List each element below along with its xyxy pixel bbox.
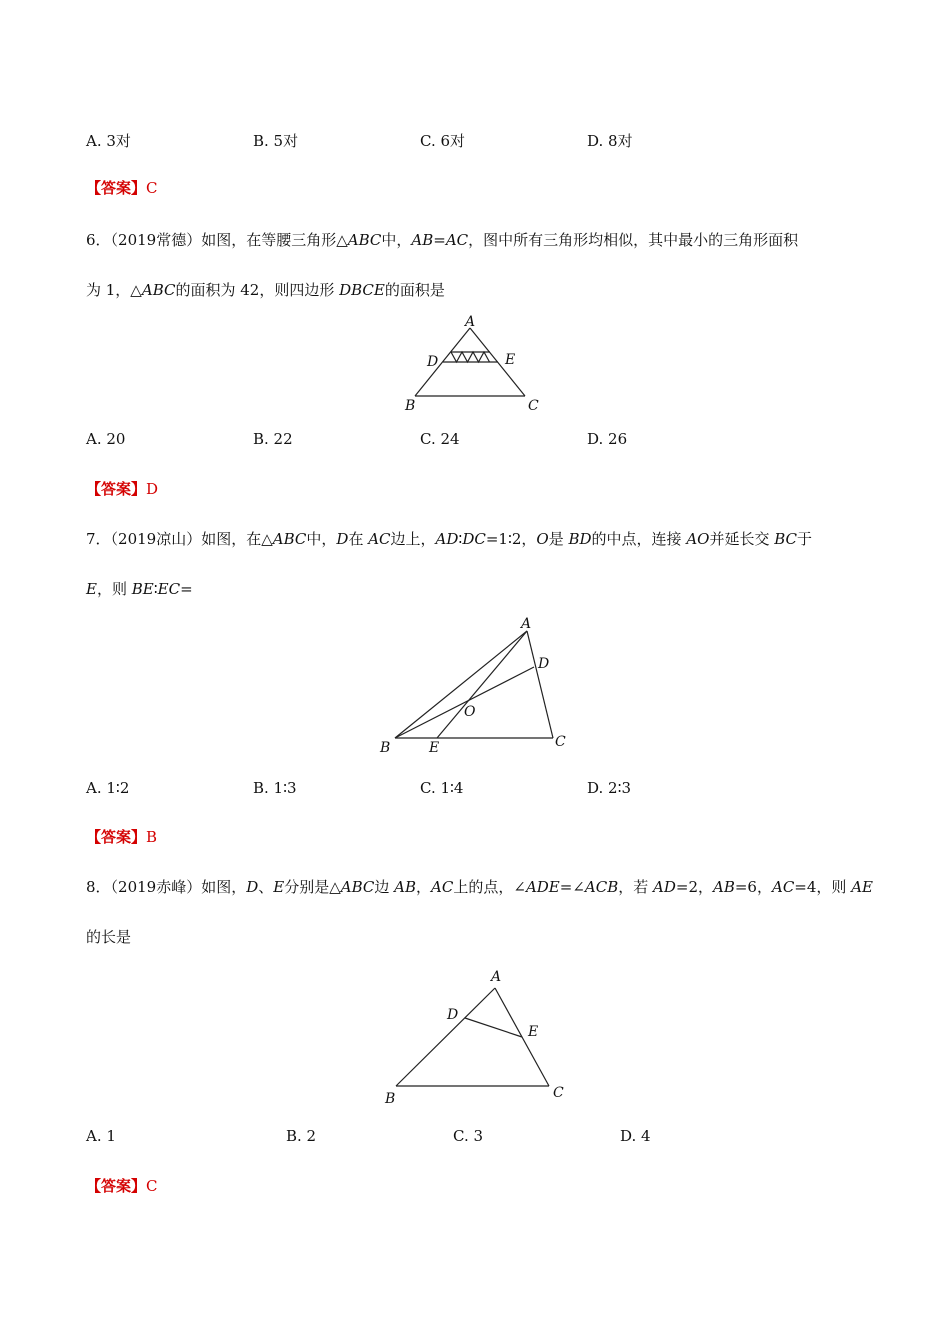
text: ，则 bbox=[96, 580, 132, 598]
q6-option-c: C. 24 bbox=[420, 430, 460, 448]
text: = bbox=[180, 580, 193, 598]
text: ，图中所有三角形均相似，其中最小的三角形面积 bbox=[468, 231, 799, 249]
var: BD bbox=[568, 530, 592, 548]
var: DBCE bbox=[339, 281, 385, 299]
text: 分别是△ bbox=[284, 878, 341, 896]
var: DC bbox=[462, 530, 486, 548]
var: ABC bbox=[340, 878, 375, 896]
var: AB bbox=[394, 878, 417, 896]
text: ， bbox=[416, 878, 432, 896]
var: AB bbox=[411, 231, 434, 249]
label-b: B bbox=[385, 1091, 396, 1107]
q8-figure bbox=[378, 965, 578, 1110]
var: AC bbox=[771, 878, 795, 896]
q7-stem-line2 bbox=[86, 579, 193, 599]
var: EC bbox=[157, 580, 181, 598]
text: ，若 bbox=[618, 878, 654, 896]
label-o: O bbox=[464, 704, 476, 720]
segment-ae bbox=[437, 631, 527, 738]
var: BC bbox=[774, 530, 798, 548]
var: AD bbox=[435, 530, 459, 548]
q8-option-d: D. 4 bbox=[620, 1127, 651, 1145]
text: ∶ bbox=[153, 580, 158, 598]
q7-answer bbox=[86, 827, 157, 847]
text: 是 bbox=[548, 530, 569, 548]
var: O bbox=[536, 530, 549, 548]
text: = bbox=[433, 231, 446, 249]
q8-stem-line1 bbox=[86, 877, 873, 897]
q6-answer bbox=[86, 479, 158, 499]
q6-stem-line2 bbox=[86, 280, 445, 300]
text: 、 bbox=[258, 878, 274, 896]
q7-figure bbox=[375, 612, 585, 757]
q5-answer bbox=[86, 178, 158, 198]
q7-option-b: B. 1∶3 bbox=[253, 779, 297, 797]
text: 的中点，连接 bbox=[591, 530, 687, 548]
answer-label: 【答案】 bbox=[86, 480, 147, 498]
text: 8．（2019赤峰）如图， bbox=[86, 878, 247, 896]
text: 上的点，∠ bbox=[453, 878, 526, 896]
var: AC bbox=[445, 231, 469, 249]
q5-option-c: C. 6对 bbox=[420, 132, 466, 150]
var: ABC bbox=[141, 281, 176, 299]
zigzag-small-triangles bbox=[451, 352, 490, 362]
text: =2， bbox=[675, 878, 713, 896]
text: =1∶2， bbox=[485, 530, 537, 548]
answer-label: 【答案】 bbox=[86, 828, 147, 846]
label-d: D bbox=[427, 354, 439, 370]
answer-value: C bbox=[146, 1177, 158, 1195]
q5-option-b: B. 5对 bbox=[253, 132, 299, 150]
text: 于 bbox=[797, 530, 813, 548]
text: ∶ bbox=[458, 530, 463, 548]
var: AC bbox=[368, 530, 391, 548]
var: D bbox=[246, 878, 259, 896]
text: 在 bbox=[348, 530, 369, 548]
label-a: A bbox=[521, 616, 532, 632]
var: ABC bbox=[347, 231, 382, 249]
side-ac bbox=[527, 631, 553, 738]
q5-option-a: A. 3对 bbox=[86, 132, 131, 150]
text: 7．（2019凉山）如图，在△ bbox=[86, 530, 273, 548]
var: D bbox=[336, 530, 349, 548]
text: =∠ bbox=[559, 878, 585, 896]
q7-option-c: C. 1∶4 bbox=[420, 779, 464, 797]
var: AD bbox=[653, 878, 676, 896]
q6-option-b: B. 22 bbox=[253, 430, 293, 448]
text: 6．（2019常德）如图，在等腰三角形△ bbox=[86, 231, 348, 249]
text: 的面积为 42，则四边形 bbox=[175, 281, 340, 299]
q7-option-d: D. 2∶3 bbox=[587, 779, 632, 797]
text: 边上， bbox=[390, 530, 436, 548]
text: 的长是 bbox=[86, 928, 132, 946]
var: E bbox=[273, 878, 285, 896]
q7-option-a: A. 1∶2 bbox=[86, 779, 130, 797]
text: 的面积是 bbox=[384, 281, 445, 299]
side-ab bbox=[395, 631, 527, 738]
var: ABC bbox=[272, 530, 307, 548]
q8-option-b: B. 2 bbox=[286, 1127, 317, 1145]
label-a: A bbox=[491, 969, 502, 985]
text: 为 1，△ bbox=[86, 281, 142, 299]
label-c: C bbox=[553, 1085, 564, 1101]
var: AB bbox=[713, 878, 735, 896]
text: 中， bbox=[306, 530, 337, 548]
var: E bbox=[86, 580, 97, 598]
label-b: B bbox=[405, 398, 416, 414]
answer-value: D bbox=[146, 480, 159, 498]
label-e: E bbox=[429, 740, 440, 756]
text: =6， bbox=[734, 878, 772, 896]
label-e: E bbox=[528, 1024, 539, 1040]
q8-option-a: A. 1 bbox=[86, 1127, 116, 1145]
label-b: B bbox=[380, 740, 391, 756]
q6-figure bbox=[395, 310, 555, 415]
q6-option-a: A. 20 bbox=[86, 430, 126, 448]
var: AC bbox=[431, 878, 454, 896]
var: BE bbox=[131, 580, 154, 598]
answer-value: B bbox=[146, 828, 158, 846]
text: 中， bbox=[381, 231, 412, 249]
segment-bd bbox=[395, 667, 534, 738]
q5-option-d: D. 8对 bbox=[587, 132, 633, 150]
label-d: D bbox=[447, 1007, 459, 1023]
q8-option-c: C. 3 bbox=[453, 1127, 484, 1145]
text: =4，则 bbox=[794, 878, 852, 896]
answer-value: C bbox=[146, 179, 158, 197]
q6-option-d: D. 26 bbox=[587, 430, 628, 448]
label-c: C bbox=[555, 734, 566, 750]
q8-answer bbox=[86, 1176, 158, 1196]
label-c: C bbox=[528, 398, 539, 414]
var: ADE bbox=[525, 878, 560, 896]
text: 并延长交 bbox=[709, 530, 775, 548]
label-a: A bbox=[465, 314, 476, 330]
label-e: E bbox=[505, 352, 516, 368]
text: 边 bbox=[374, 878, 395, 896]
var: ACB bbox=[584, 878, 619, 896]
label-d: D bbox=[538, 656, 550, 672]
answer-label: 【答案】 bbox=[86, 1177, 147, 1195]
q7-stem-line1 bbox=[86, 529, 812, 549]
var: AE bbox=[851, 878, 873, 896]
side-ab bbox=[396, 988, 495, 1086]
q8-stem-line2 bbox=[86, 927, 131, 947]
answer-label: 【答案】 bbox=[86, 179, 147, 197]
var: AO bbox=[686, 530, 710, 548]
q6-stem-line1 bbox=[86, 230, 798, 250]
